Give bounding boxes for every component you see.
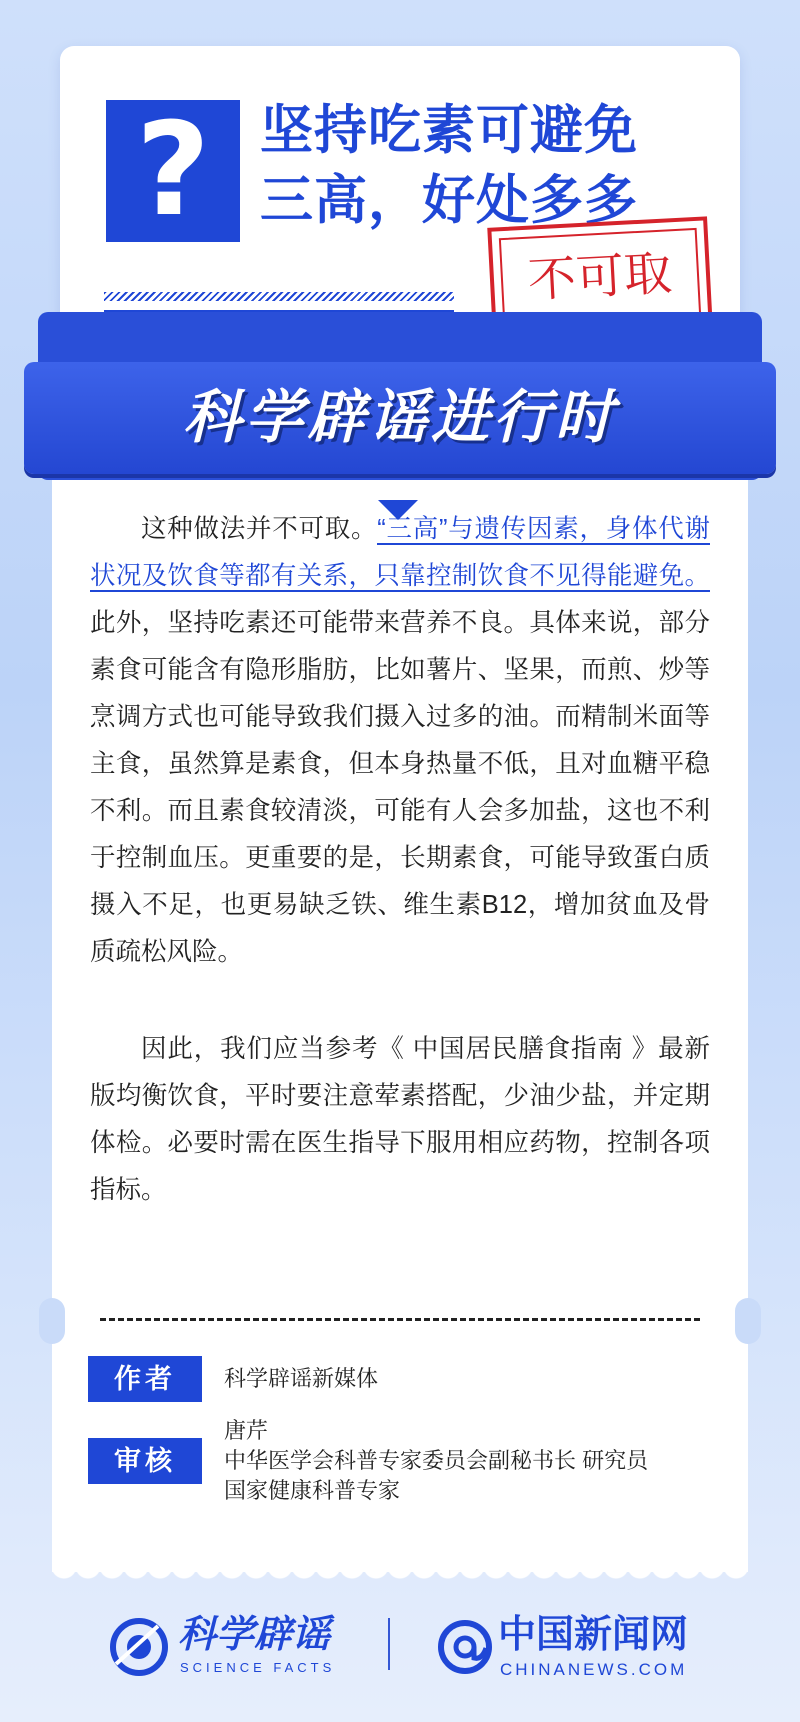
headline-line-1: 坚持吃素可避免 [260, 101, 638, 160]
chinanews-at-icon [436, 1618, 494, 1676]
page-title [260, 96, 730, 236]
banner-title: 科学辟谣进行时 [182, 385, 617, 450]
chinanews-logo-text: 中国新闻网 [498, 1614, 689, 1656]
science-facts-logo-text: 科学辟谣 [178, 1614, 331, 1656]
footer-logos [0, 1604, 800, 1694]
hatch-decoration [104, 292, 454, 301]
reviewer-title: 中华医学会科普专家委员会副秘书长 研究员 [224, 1448, 649, 1473]
reviewer-info [224, 1416, 648, 1506]
science-facts-logo-sub: SCIENCE FACTS [180, 1660, 336, 1675]
article-card [52, 480, 748, 1572]
article-paragraph-2: 因此，我们应当参考《 中国居民膳食指南 》最新版均衡饮食，平时要注意荤素搭配，少油少盐，并定期体检。必要时需在医生指导下服用相应药物，控制各项指标。 [90, 1035, 710, 1204]
chinanews-logo [436, 1610, 706, 1684]
reviewer-title-2: 国家健康科普专家 [224, 1478, 401, 1503]
right-notch [735, 1298, 761, 1344]
chinanews-logo-sub: CHINANEWS.COM [500, 1660, 688, 1679]
author-value: 科学辟谣新媒体 [224, 1366, 379, 1391]
para1-rest: 此外，坚持吃素还可能带来营养不良。具体来说，部分素食可能含有隐形脂肪，比如薯片、坚果，而煎、炒等烹调方式也可能导致我们摄入过多的油。而精制米面等主食，虽然算是素食，但本身热量不低，且对血糖平稳不利。而且素食较清淡，可能有人会多加盐，这也不利于控制血压。更重要的是，长期素食，可能导致蛋白质摄入不足，也更易缺乏铁、维生素B12，增加贫血及骨质疏松风险。 [90, 609, 710, 966]
ticket-scallop-edge [52, 1566, 748, 1582]
article-paragraph-1 [90, 506, 710, 976]
science-facts-emblem-icon [108, 1616, 170, 1678]
question-mark-icon: ? [106, 100, 240, 242]
stamp-text: 不可取 [499, 228, 701, 326]
para1-highlight: “三高”与遗传因素，身体代谢状况及饮食等都有关系，只靠控制饮食不见得能避免。 [90, 515, 710, 590]
dashed-divider [100, 1318, 700, 1321]
author-tag: 作者 [88, 1356, 202, 1402]
science-facts-logo [108, 1610, 358, 1684]
logo-separator [388, 1618, 390, 1670]
reviewer-tag: 审核 [88, 1438, 202, 1484]
left-notch [39, 1298, 65, 1344]
reviewer-name: 唐芹 [224, 1418, 269, 1443]
headline-line-2: 三高，好处多多 [260, 171, 638, 230]
section-banner [24, 362, 776, 474]
para1-lead: 这种做法并不可取。 [141, 515, 378, 543]
